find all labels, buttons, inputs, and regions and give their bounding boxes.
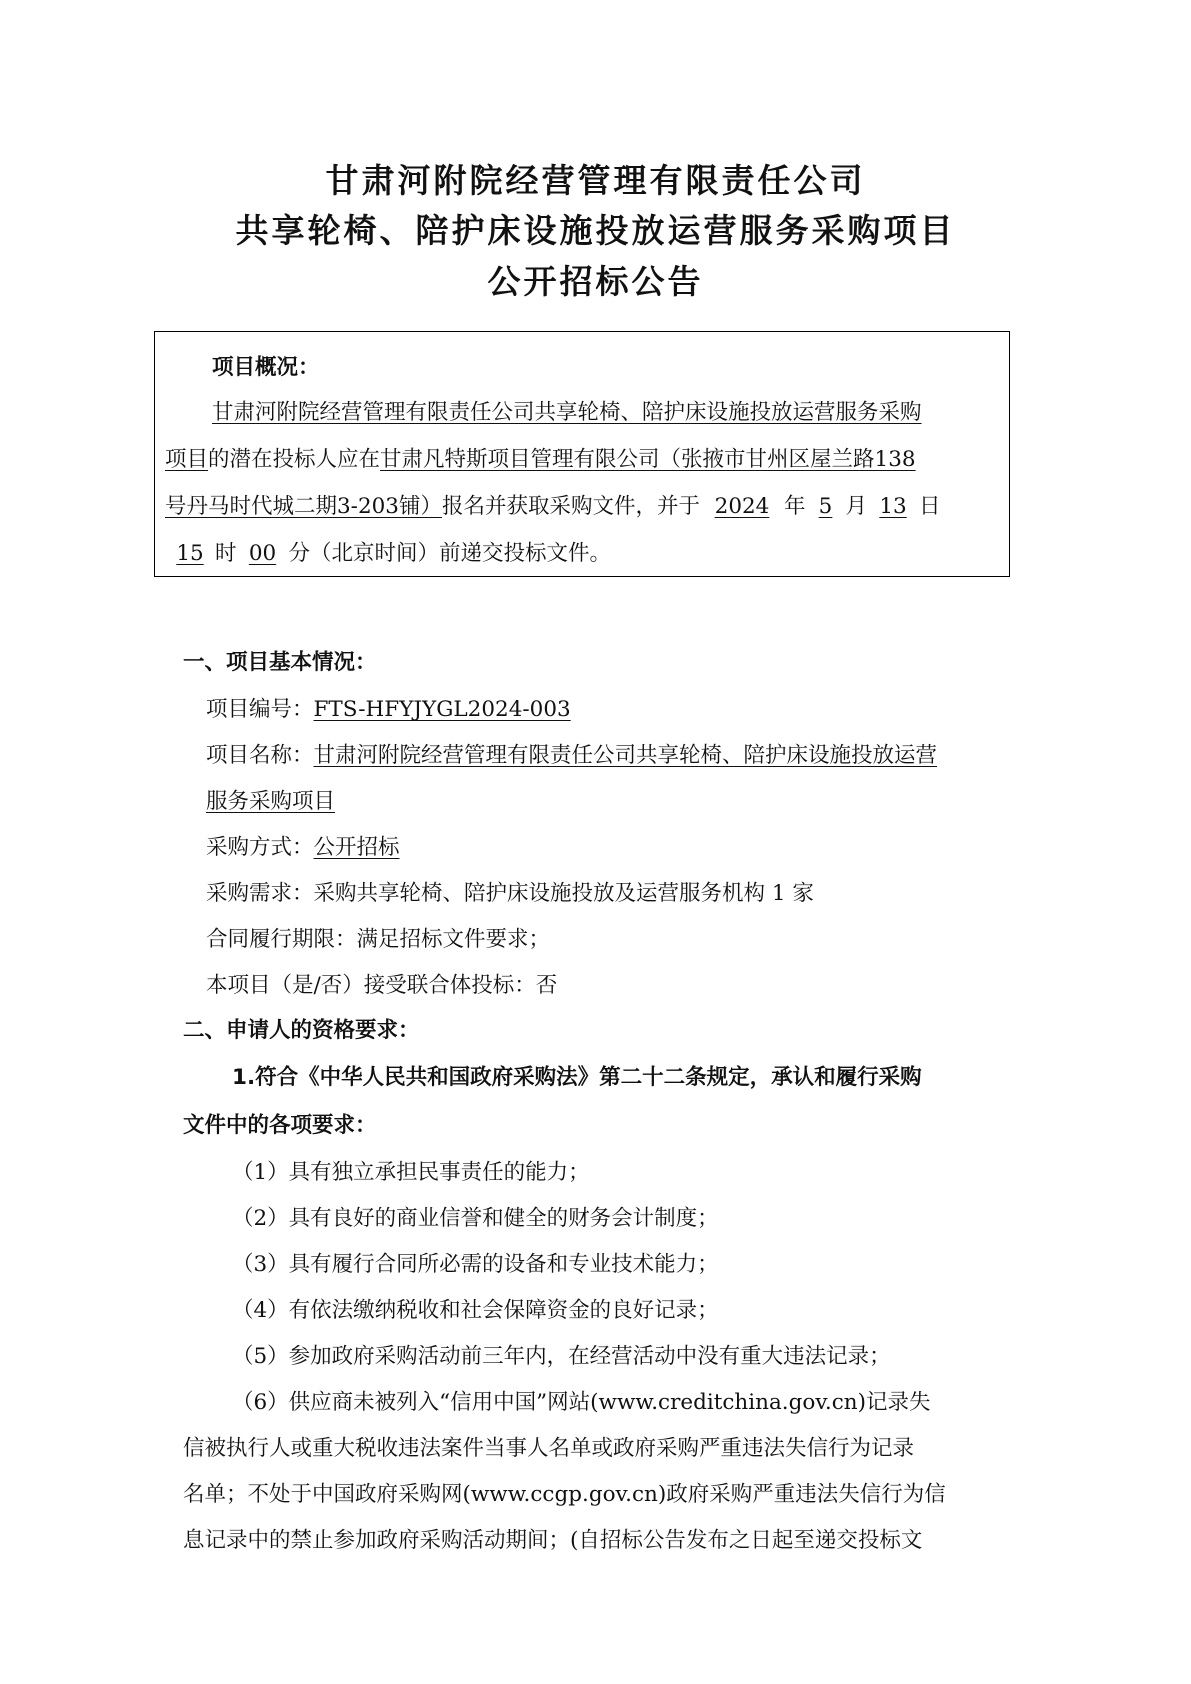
procurement-method-label: 采购方式： [206, 835, 314, 860]
title-line-2: 共享轮椅、陪护床设施投放运营服务采购项目 [235, 211, 956, 250]
procurement-method-value: 公开招标 [313, 835, 400, 860]
list-item: （1）具有独立承担民事责任的能力； [232, 1160, 590, 1185]
consortium-bid: 本项目（是/否）接受联合体投标：否 [206, 973, 558, 998]
overview-text: 分（北京时间）前递交投标文件。 [288, 541, 612, 566]
item6-line-2: 信被执行人或重大税收违法案件当事人名单或政府采购严重违法失信行为记录 [183, 1436, 915, 1461]
deadline-month: 5 [818, 494, 833, 519]
procurement-method [206, 830, 400, 861]
overview-heading: 项目概况： [212, 355, 320, 380]
list-item: （3）具有履行合同所必需的设备和专业技术能力； [232, 1252, 719, 1277]
requirement-1-line-2: 文件中的各项要求： [183, 1113, 377, 1138]
project-name-label: 项目名称： [206, 743, 314, 768]
overview-text: 报名并获取采购文件，并于 [441, 494, 700, 519]
requirement-1-line-1: 1.符合《中华人民共和国政府采购法》第二十二条规定，承认和履行采购 [232, 1065, 922, 1090]
project-name [206, 738, 937, 769]
deadline-day: 13 [879, 494, 907, 519]
project-name-value-2: 服务采购项目 [206, 789, 336, 814]
hour-unit: 时 [215, 541, 237, 566]
overview-line-1 [212, 395, 922, 426]
overview-line-2 [165, 442, 916, 473]
overview-line-3 [165, 489, 941, 520]
contract-period: 合同履行期限：满足招标文件要求； [206, 927, 551, 952]
section1-heading: 一、项目基本情况： [183, 650, 377, 675]
project-name-link-1: 甘肃河附院经营管理有限责任公司共享轮椅、陪护床设施投放运营服务采购 [212, 400, 922, 425]
title-line-1: 甘肃河附院经营管理有限责任公司 [325, 161, 866, 200]
year-unit: 年 [784, 494, 806, 519]
item6-line-1: （6）供应商未被列入“信用中国”网站(www.creditchina.gov.cn)记录失 [232, 1390, 931, 1415]
list-item: （5）参加政府采购活动前三年内，在经营活动中没有重大违法记录； [232, 1344, 891, 1369]
overview-line-4 [165, 536, 611, 567]
title-line-3: 公开招标公告 [487, 262, 704, 301]
project-name-link-2: 项目 [165, 447, 209, 472]
project-name-value-1: 甘肃河附院经营管理有限责任公司共享轮椅、陪护床设施投放运营 [313, 743, 938, 768]
agency-address-2: 号丹马时代城二期3-203铺） [165, 494, 442, 519]
project-code-value: FTS-HFYJYGL2024-003 [313, 697, 571, 722]
overview-text: 的潜在投标人应在 [208, 447, 381, 472]
section2-heading: 二、申请人的资格要求： [183, 1018, 420, 1043]
project-code-label: 项目编号： [206, 697, 314, 722]
item6-line-4: 息记录中的禁止参加政府采购活动期间；(自招标公告发布之日起至递交投标文 [183, 1528, 923, 1553]
item6-line-3: 名单；不处于中国政府采购网(www.ccgp.gov.cn)政府采购严重违法失信行为信 [183, 1482, 946, 1507]
deadline-year: 2024 [714, 494, 770, 519]
list-item: （2）具有良好的商业信誉和健全的财务会计制度； [232, 1206, 719, 1231]
list-item: （4）有依法缴纳税收和社会保障资金的良好记录； [232, 1298, 719, 1323]
month-unit: 月 [845, 494, 868, 519]
project-code [206, 692, 571, 723]
day-unit: 日 [919, 494, 941, 519]
agency-address-1: 甘肃凡特斯项目管理有限公司（张掖市甘州区屋兰路138 [380, 447, 916, 472]
deadline-minute: 00 [248, 541, 277, 566]
procurement-demand: 采购需求：采购共享轮椅、陪护床设施投放及运营服务机构 1 家 [206, 881, 814, 906]
project-name-cont [206, 784, 335, 815]
deadline-hour: 15 [176, 541, 204, 566]
